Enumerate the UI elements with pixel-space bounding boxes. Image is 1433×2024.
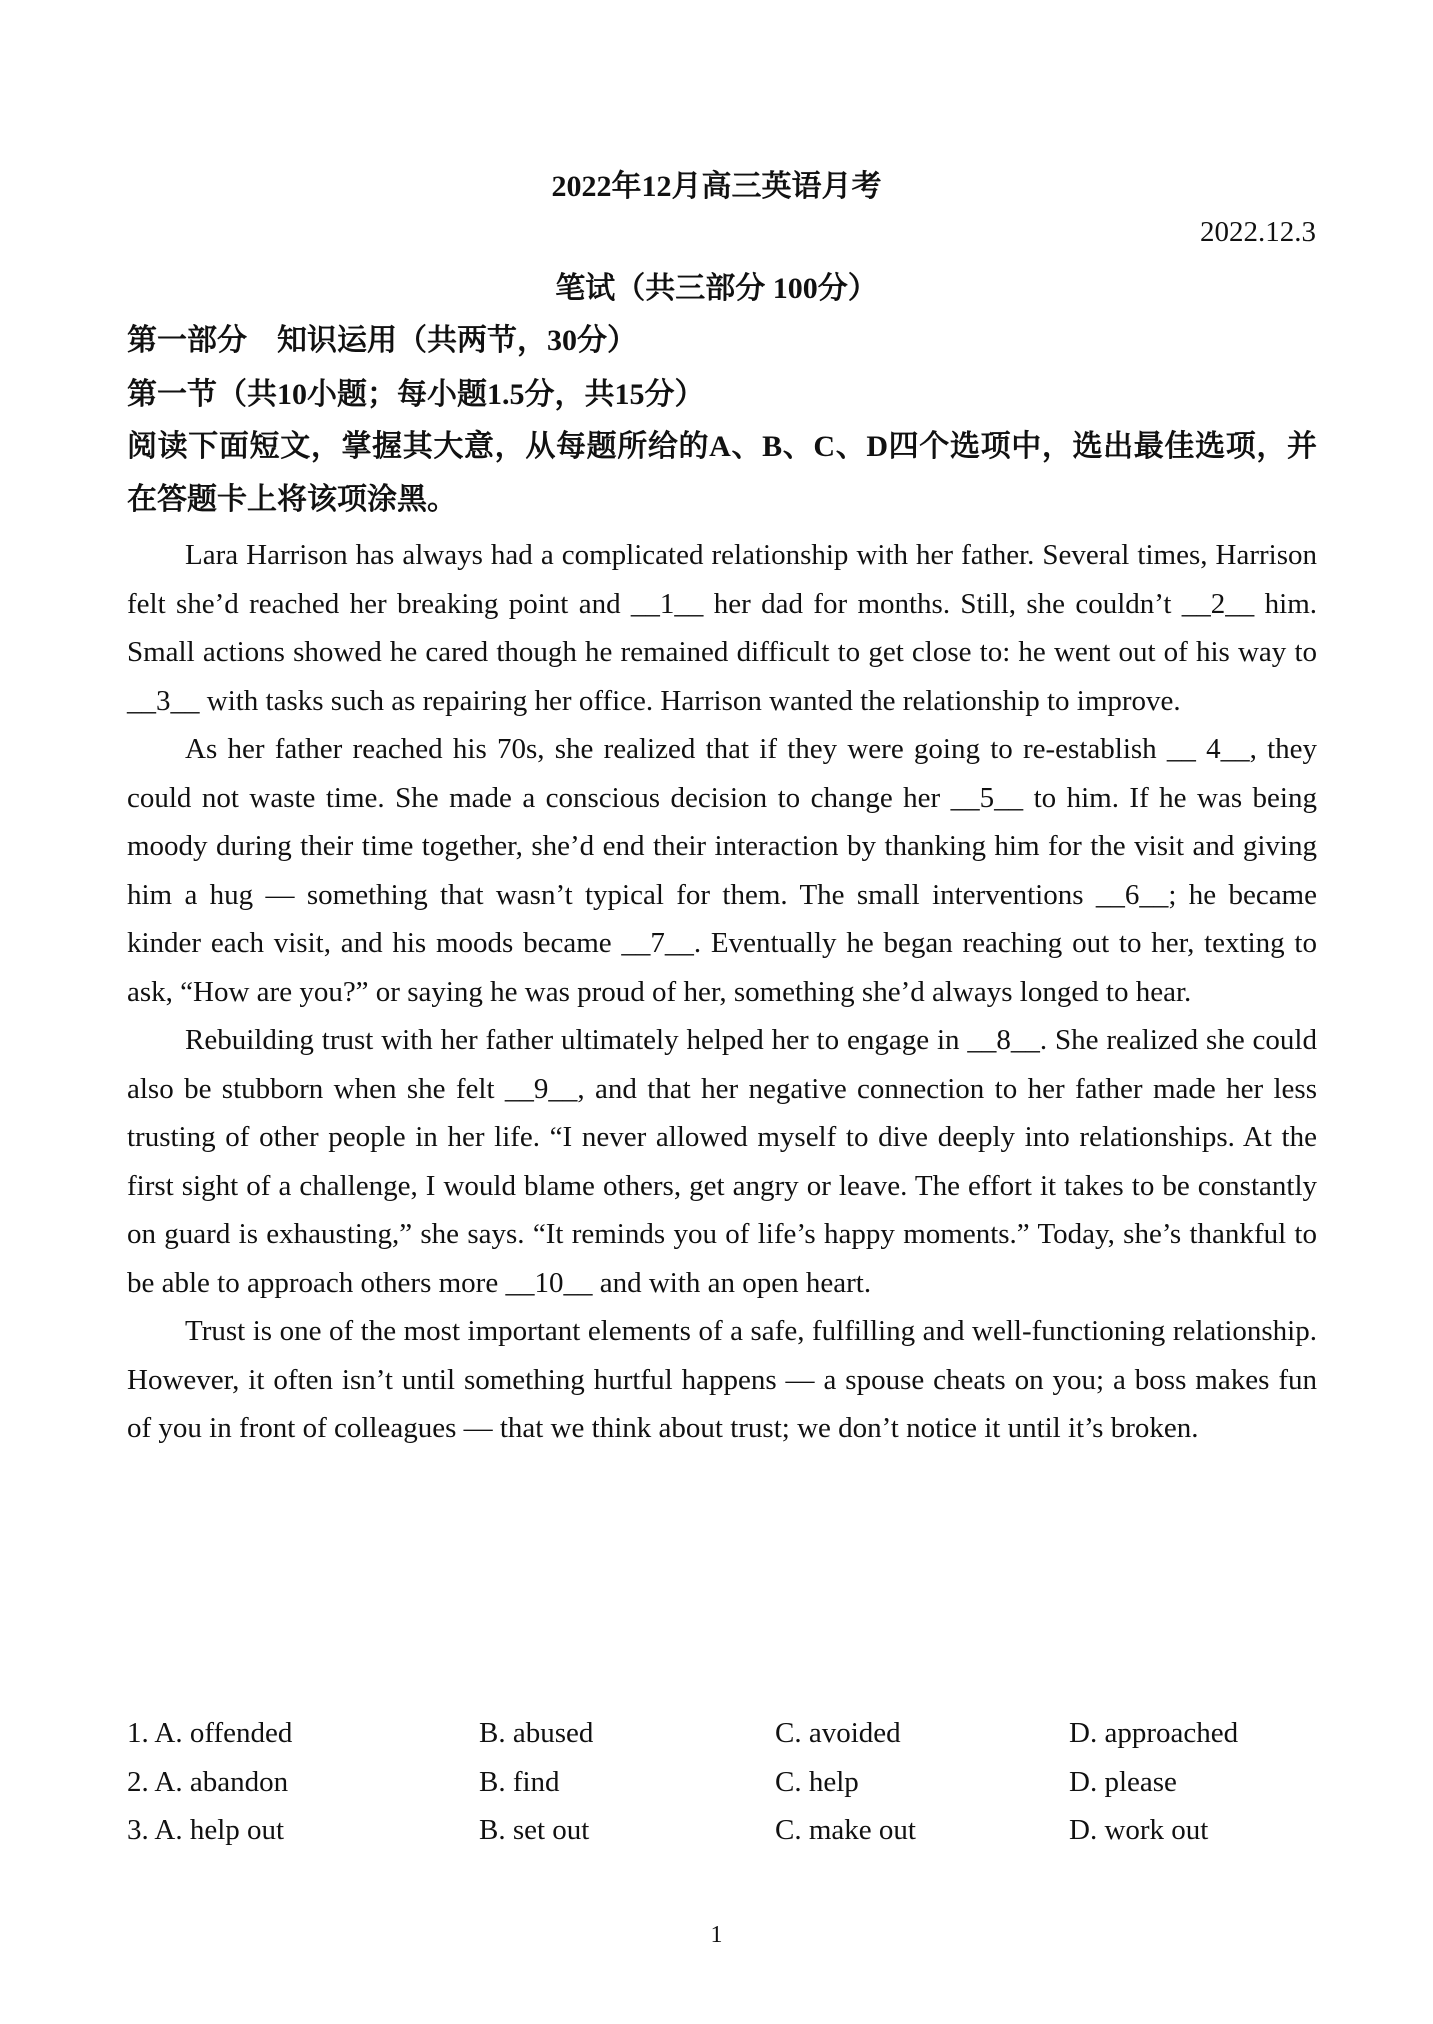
instructions: 阅读下面短文，掌握其大意，从每题所给的A、B、C、D四个选项中，选出最佳选项，并在答题卡上将该项涂黑。 <box>127 430 1317 516</box>
passage-paragraph: Rebuilding trust with her father ultimately helped her to engage in __8__. She realized she could also be stubborn when she felt __9__, and that her negative connection to her father made her less trusting of other people in her life. “I never allowed myself to dive deeply into relationships. At the first sight of a challenge, I would blame others, get angry or leave. The effort it takes to be constantly on guard is exhausting,” she says. “It reminds you of life’s happy moments.” Today, she’s thankful to be able to approach others more __10__ and with an open heart. <box>127 1024 1317 1299</box>
option-b: B. set out <box>479 1814 590 1846</box>
option-a: 3. A. help out <box>127 1814 285 1846</box>
reading-passage <box>127 531 1317 1453</box>
option-a: 2. A. abandon <box>127 1765 289 1798</box>
passage-paragraph: Lara Harrison has always had a complicated relationship with her father. Several times, Harrison felt she’d reached her breaking point and __1__ her dad for months. Still, she couldn’t __2__ him. Small actions showed he cared though he remained difficult to get close to: he went out of his way to __3__ with tasks such as repairing her office. Harrison wanted the relationship to improve. <box>127 539 1317 717</box>
exam-date: 2022.12.3 <box>1200 216 1316 248</box>
question-row <box>127 1806 1317 1855</box>
option-a: 1. A. offended <box>127 1717 293 1749</box>
page-number: 1 <box>710 1922 723 1948</box>
option-d: D. approached <box>1069 1717 1239 1749</box>
option-b: B. find <box>479 1765 560 1798</box>
exam-title: 2022年12月高三英语月考 <box>551 170 882 203</box>
option-b: B. abused <box>479 1717 594 1749</box>
exam-subtitle: 笔试（共三部分 100分） <box>555 272 878 305</box>
option-c: C. avoided <box>775 1717 901 1749</box>
option-d: D. please <box>1069 1765 1177 1798</box>
passage-paragraph: As her father reached his 70s, she realized that if they were going to re-establish __ 4__, they could not waste time. She made a conscious decision to change her __5__ to him. If he was being moody during their time together, she’d end their interaction by thanking him for the visit and giving him a hug — something that wasn’t typical for them. The small interventions __6__; he became kinder each visit, and his moods became __7__. Eventually he began reaching out to her, texting to ask, “How are you?” or saying he was proud of her, something she’d always longed to hear. <box>127 733 1317 1008</box>
option-d: D. work out <box>1069 1814 1209 1846</box>
section-one-heading: 第一节（共10小题；每小题1.5分，共15分） <box>127 378 705 411</box>
question-options <box>127 1709 1317 1855</box>
option-c: C. help <box>775 1765 859 1798</box>
question-row <box>127 1758 1317 1807</box>
option-c: C. make out <box>775 1814 916 1846</box>
question-row <box>127 1709 1317 1758</box>
passage-paragraph: Trust is one of the most important elements of a safe, fulfilling and well-functioning relationship. However, it often isn’t until something hurtful happens — a spouse cheats on you; a boss makes fun of you in front of colleagues — that we think about trust; we don’t notice it until it’s broken. <box>127 1315 1317 1444</box>
part-one-heading: 第一部分 知识运用（共两节，30分） <box>127 324 637 357</box>
